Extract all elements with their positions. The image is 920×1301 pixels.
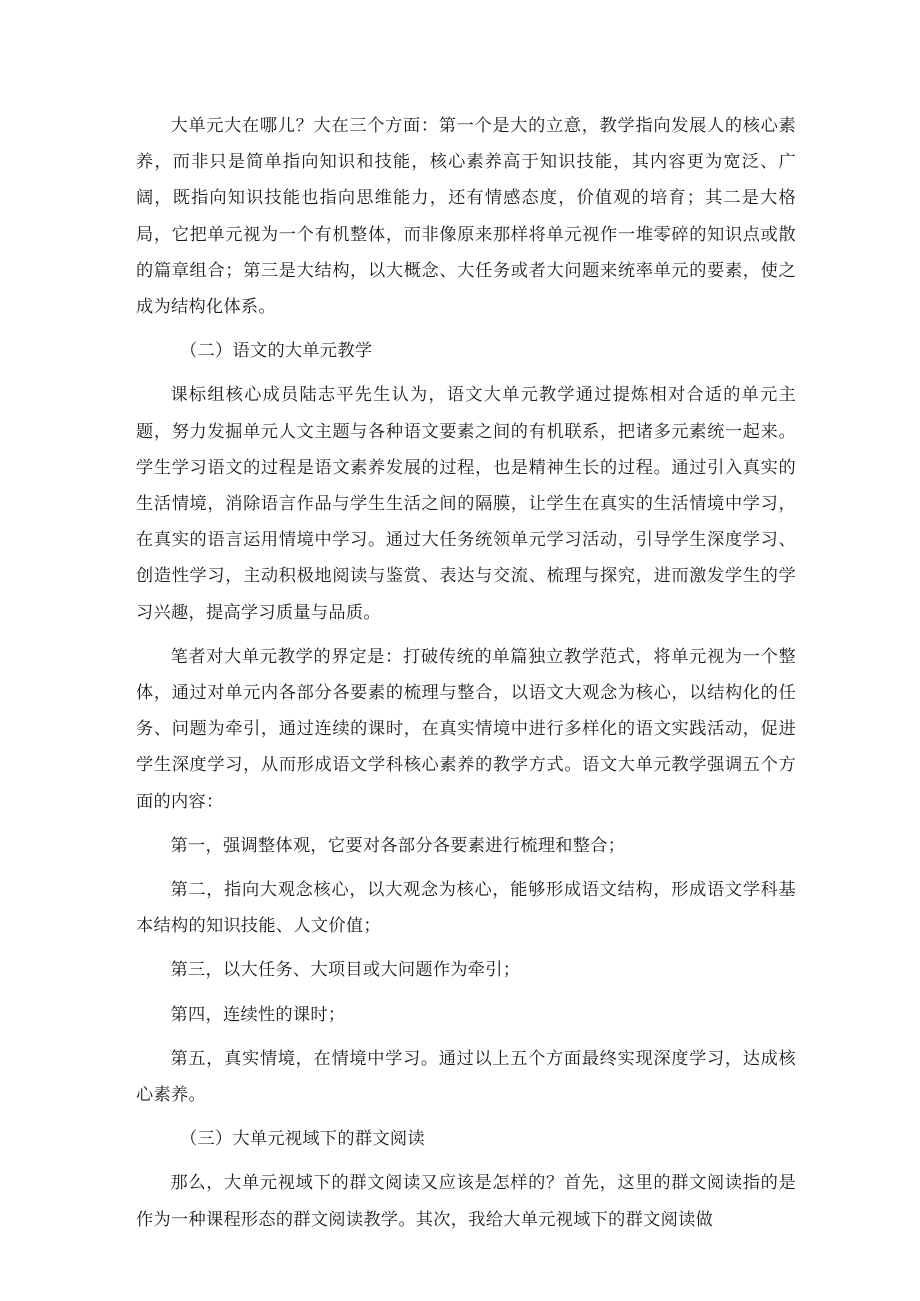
list-item-second: 第二，指向大观念核心，以大观念为核心，能够形成语文结构，形成语文学科基本结构的知识技能、人文价值； [136, 880, 796, 937]
list-item-third: 第三，以大任务、大项目或大问题作为牵引； [170, 960, 521, 981]
section-heading-3: （三）大单元视域下的群文阅读 [180, 1129, 425, 1150]
paragraph-lu-zhiping: 课标组核心成员陆志平先生认为，语文大单元教学通过提炼相对合适的单元主题，努力发掘单元人文主题与各种语文要素之间的有机联系，把诸多元素统一起来。学生学习语文的过程是语文素养发展的过程，也是精神生长的过程。通过引入真实的生活情境，消除语言作品与学生生活之间的隔膜，让学生在真实的生活情境中学习，在真实的语言运用情境中学习。通过大任务统领单元学习活动，引导学生深度学习、创造性学习，主动积极地阅读与鉴赏、表达与交流、梳理与探究，进而激发学生的学习兴趣，提高学习质量与品质。 [136, 385, 796, 623]
list-item-fourth: 第四，连续性的课时； [170, 1004, 346, 1025]
paragraph-author-definition: 笔者对大单元教学的界定是：打破传统的单篇独立教学范式，将单元视为一个整体，通过对单元内各部分各要素的梳理与整合，以语文大观念为核心，以结构化的任务、问题为牵引，通过连续的课时，在真实情境中进行多样化的语文实践活动，促进学生深度学习，从而形成语文学科核心素养的教学方式。语文大单元教学强调五个方面的内容： [136, 646, 796, 812]
list-item-fifth: 第五，真实情境，在情境中学习。通过以上五个方面最终实现深度学习，达成核心素养。 [136, 1048, 796, 1106]
list-item-first: 第一，强调整体观，它要对各部分各要素进行梳理和整合； [170, 835, 626, 856]
paragraph-group-reading: 那么，大单元视域下的群文阅读又应该是怎样的？首先，这里的群文阅读指的是作为一种课程形态的群文阅读教学。其次，我给大单元视域下的群文阅读做 [136, 1173, 796, 1230]
document-page [136, 108, 796, 1238]
section-heading-2: （二）语文的大单元教学 [180, 341, 373, 362]
paragraph-big-unit-aspects: 大单元大在哪儿？大在三个方面：第一个是大的立意，教学指向发展人的核心素养，而非只是简单指向知识和技能，核心素养高于知识技能，其内容更为宽泛、广阔，既指向知识技能也指向思维能力，还有情感态度，价值观的培育；其二是大格局，它把单元视为一个有机整体，而非像原来那样将单元视作一堆零碎的知识点或散的篇章组合；第三是大结构，以大概念、大任务或者大问题来统率单元的要素，使之成为结构化体系。 [136, 116, 796, 318]
